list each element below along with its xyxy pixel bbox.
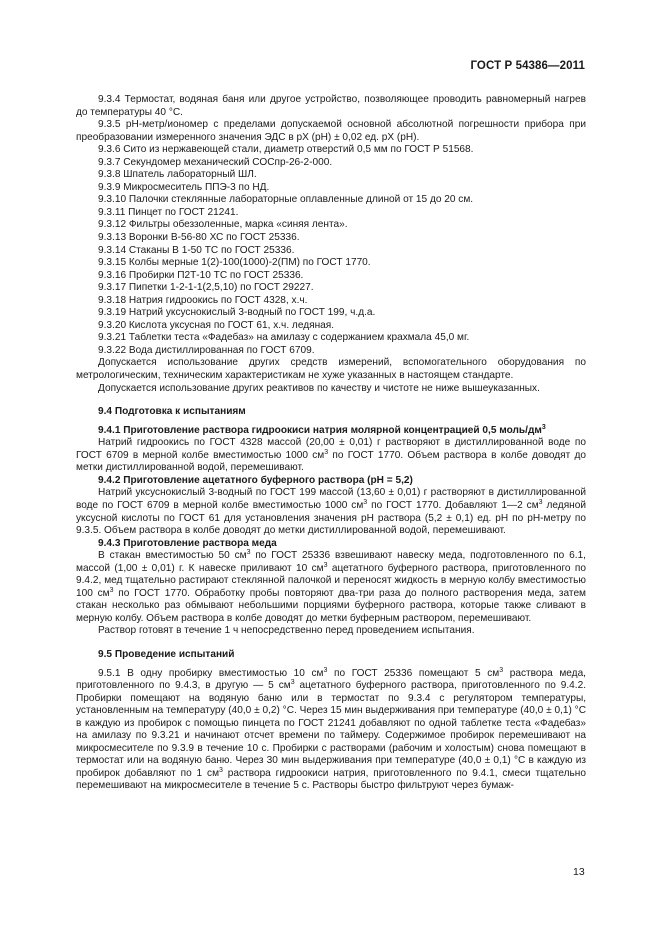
text-run: Натрий гидроокись по ГОСТ 4328 массой (20,00 ± 0,01) г растворяют в дистиллированной воде по ГОСТ 6709 в мерной колбе вместимостью 1000 см [76, 437, 586, 461]
paragraph-9-3-6: 9.3.6 Сито из нержавеющей стали, диаметр отверстий 0,5 мм по ГОСТ Р 51568. [98, 144, 474, 156]
text-run: 9.5.1 В одну пробирку вместимостью 10 см [98, 667, 324, 679]
text-run: раствора меда, приготовленного по 9.4.3, в другую — 5 см [76, 667, 586, 692]
superscript: 3 [541, 423, 546, 431]
paragraph-9-3-17: 9.3.17 Пипетки 1-2-1-1(2,5,10) по ГОСТ 29227. [98, 282, 314, 294]
paragraph-9-3-19: 9.3.19 Натрий уксуснокислый 3-водный по ГОСТ 199, ч.д.а. [98, 307, 376, 319]
paragraph-9-4-3-note: Раствор готовят в течение 1 ч непосредственно перед проведением испытания. [98, 625, 475, 637]
paragraph-reagents-note: Допускается использование других реактивов по качеству и чистоте не ниже вышеуказанных. [98, 382, 540, 394]
text-run: В стакан вместимостью 50 см [98, 550, 247, 562]
document-body [76, 94, 586, 793]
paragraph-9-3-21: 9.3.21 Таблетки теста «Фадебаз» на амилазу с содержанием крахмала 45,0 мг. [98, 332, 470, 344]
text-run: ацетатного буферного раствора, приготовленного по 9.4.2. Пробирки помещают на водяную баню или в термостат по 9.3.4 с регулятором температуры, установленным на температуру (40,0 ± 0,2) °С. Через 15 мин выдерживания при температуре (40,0 ± 0,1) °С в каждую из пробирок с помощью пинцета по ГОСТ 21241 добавляют по одной таблетке теста «Фадебаз» на амилазу по 9.3.21 и начинают отсчет времени по таймеру. Содержимое пробирок перемешивают на микросмесителе по 9.3.9 в течение 10 с. Пробирки с растворами (рабочим и холостым) снова помещают в термостат или на водяную баню. Через 30 мин выдерживания при температуре (40,0 ± 0,1) °С в каждую из пробирок добавляют по 1 см [76, 680, 586, 779]
paragraph-9-3-5: 9.3.5 pH-метр/иономер с пределами допускаемой основной абсолютной погрешности прибора при преобразовании измеренного значения ЭДС в pX (pH) ± 0,02 ед. pX (pH). [76, 119, 586, 143]
superscript: 3 [363, 498, 368, 506]
paragraph-9-4-1 [76, 437, 586, 475]
paragraph-9-5-1 [76, 668, 586, 793]
text-run: ацетатного буферного раствора, приготовленного по 9.4.2, мед тщательно растирают стеклянной палочкой и переносят жидкость в мерную колбу вместимостью 100 см [76, 562, 586, 599]
text-run: по ГОСТ 1770. Добавляют 1—2 см [367, 499, 539, 511]
paragraph-9-3-8: 9.3.8 Шпатель лабораторный ШЛ. [98, 169, 257, 181]
paragraph-9-3-12: 9.3.12 Фильтры обеззоленные, марка «синяя лента». [98, 219, 348, 231]
subsection-9-4-3-heading: 9.4.3 Приготовление раствора меда [98, 537, 277, 549]
paragraph-9-3-14: 9.3.14 Стаканы В 1-50 ТС по ГОСТ 25336. [98, 244, 295, 256]
superscript: 3 [323, 561, 328, 569]
superscript: 3 [290, 679, 295, 687]
superscript: 3 [499, 666, 504, 674]
paragraph-9-3-7: 9.3.7 Секундомер механический СОСпр-26-2-000. [98, 156, 333, 168]
subsection-9-4-1-heading-text: 9.4.1 Приготовление раствора гидроокиси натрия молярной концентрацией 0,5 моль/дм [98, 424, 542, 436]
paragraph-9-3-22: 9.3.22 Вода дистиллированная по ГОСТ 6709. [98, 344, 315, 356]
section-9-5-heading: 9.5 Проведение испытаний [98, 648, 235, 660]
document-header: ГОСТ Р 54386—2011 [470, 60, 585, 72]
text-run: ледяной уксусной кислоты по ГОСТ 61 для установления значения pH раствора (5,2 ± 0,1) ед. pH по pH-метру по 9.3.5. Объем раствора в колбе доводят до метки дистиллированной водой, перемешивают. [76, 499, 586, 537]
paragraph-9-3-18: 9.3.18 Натрия гидроокись по ГОСТ 4328, х.ч. [98, 294, 308, 306]
paragraph-9-3-20: 9.3.20 Кислота уксусная по ГОСТ 61, х.ч. ледяная. [98, 319, 335, 331]
paragraph-9-3-4: 9.3.4 Термостат, водяная баня или другое устройство, позволяющее проводить равномерный нагрев до температуры 40 °С. [76, 94, 586, 118]
superscript: 3 [323, 666, 328, 674]
section-9-4-heading: 9.4 Подготовка к испытаниям [98, 406, 246, 418]
paragraph-9-3-11: 9.3.11 Пинцет по ГОСТ 21241. [98, 206, 239, 218]
superscript: 3 [538, 498, 543, 506]
text-run: по ГОСТ 25336 помещают 5 см [327, 667, 500, 679]
paragraph-9-3-16: 9.3.16 Пробирки П2Т-10 ТС по ГОСТ 25336. [98, 269, 304, 281]
paragraph-9-4-2 [76, 487, 586, 537]
paragraph-9-3-9: 9.3.9 Микросмеситель ППЭ-3 по НД. [98, 181, 270, 193]
paragraph-equipment-note: Допускается использование других средств измерений, вспомогательного оборудования по метрологическим, техническим характеристикам не хуже указанных в настоящем стандарте. [76, 357, 586, 382]
text-run: Натрий уксуснокислый 3-водный по ГОСТ 199 массой (13,60 ± 0,01) г растворяют в дистиллированной воде по ГОСТ 6709 в мерной колбе вместимостью 1000 см [76, 487, 586, 511]
paragraph-9-3-13: 9.3.13 Воронки В-56-80 ХС по ГОСТ 25336. [98, 232, 300, 244]
paragraph-9-4-3 [76, 550, 586, 625]
text-run: по ГОСТ 25336 взвешивают навеску меда, подготовленного по 6.1, массой (1,00 ± 0,01) г. К навеске приливают 10 см [76, 550, 586, 574]
subsection-9-4-1-heading [76, 425, 586, 438]
paragraph-9-3-10: 9.3.10 Палочки стеклянные лабораторные оплавленные длиной от 15 до 20 см. [98, 194, 474, 206]
superscript: 3 [109, 586, 114, 594]
text-run: по ГОСТ 1770. Объем раствора в колбе доводят до метки дистиллированной водой, перемешивают. [76, 449, 586, 474]
text-run: по ГОСТ 1770. Обработку пробы повторяют два-три раза до полного растворения меда, затем стакан несколько раз обмывают небольшими порциями буферного раствора, которые также сливают в мерную колбу. Объем раствора в колбе доводят до метки буферным раствором, перемешивают. [76, 587, 586, 624]
page-number: 13 [573, 866, 585, 878]
superscript: 3 [246, 549, 251, 557]
superscript: 3 [324, 448, 329, 456]
paragraph-9-3-15: 9.3.15 Колбы мерные 1(2)-100(1000)-2(ПМ) по ГОСТ 1770. [98, 257, 371, 269]
text-run: раствора гидроокиси натрия, приготовленного по 9.4.1, смеси тщательно перемешивают на микросмесителе в течение 5 с. Растворы быстро фильтруют через бумаж- [76, 767, 586, 792]
subsection-9-4-2-heading: 9.4.2 Приготовление ацетатного буферного раствора (pH = 5,2) [98, 474, 413, 486]
superscript: 3 [219, 766, 223, 774]
